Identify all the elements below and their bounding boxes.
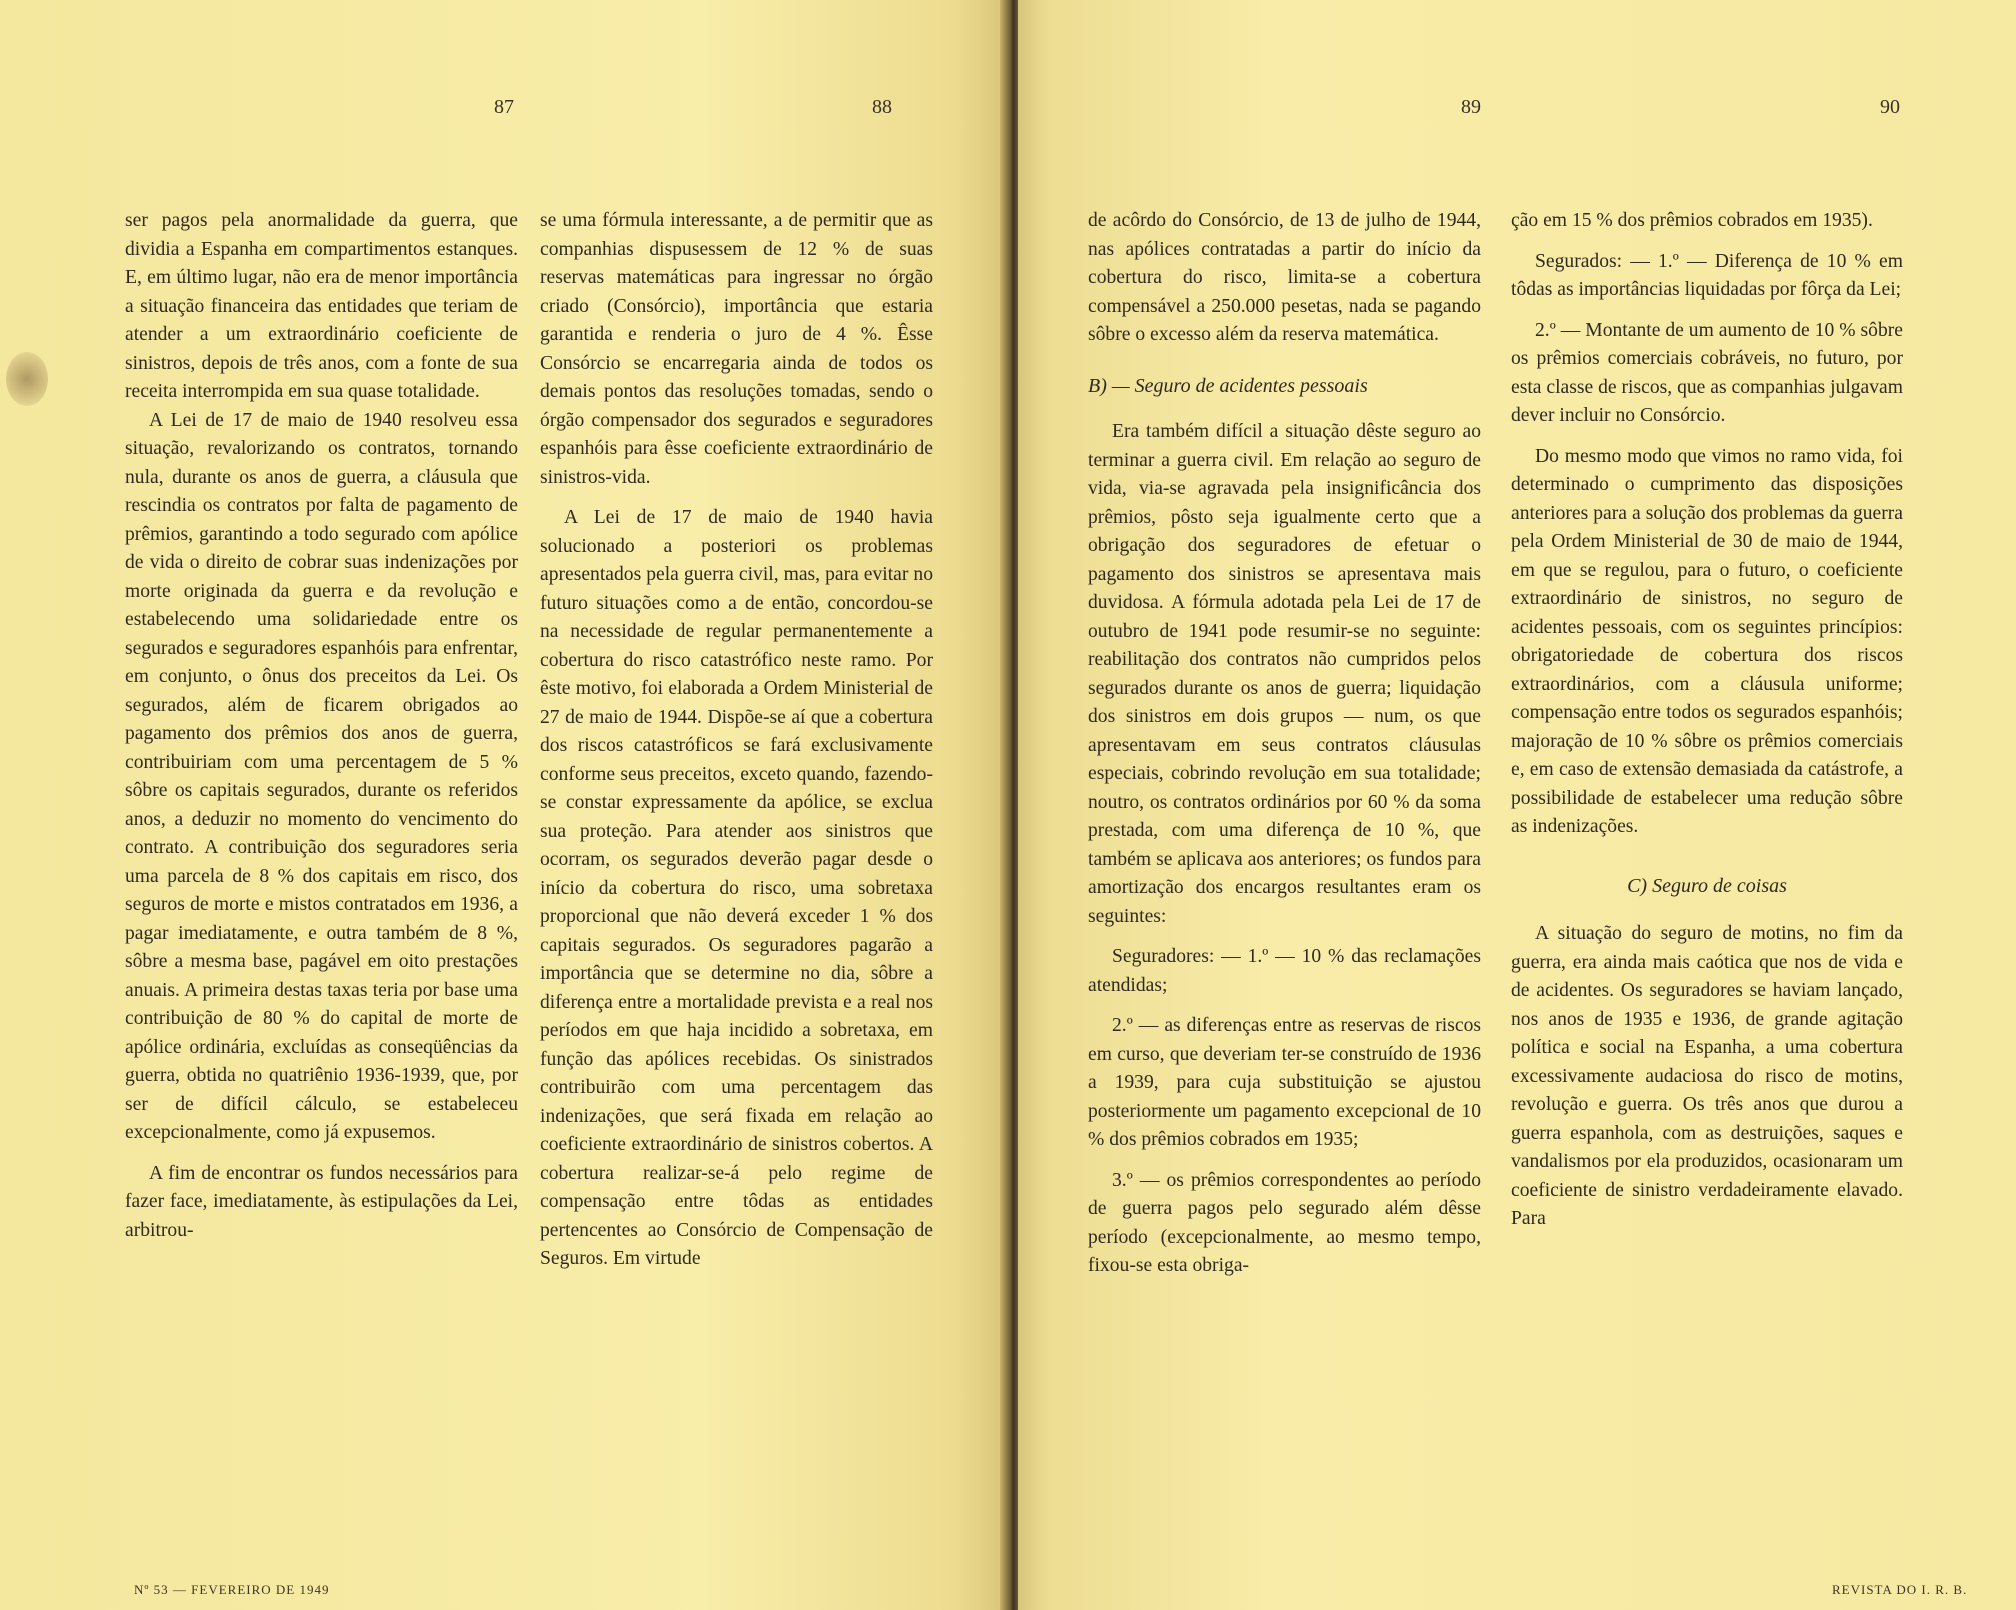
column-page-89 — [1088, 207, 1481, 1281]
paragraph: de acôrdo do Consórcio, de 13 de julho de 1944, nas apólices contratadas a partir do início da cobertura do risco, limita-se a cobertura compensável a 250.000 pesetas, nada se pagando sôbre o excesso além da reserva matemática. — [1088, 210, 1481, 345]
paragraph: Segurados: — 1.º — Diferença de 10 % em tôdas as importâncias liquidadas por fôrça da Lei; — [1511, 250, 1903, 300]
paragraph: 2.º — as diferenças entre as reservas de riscos em curso, que deveriam ter-se construído de 1936 a 1939, para cuja substituição se ajustou posteriormente um pagamento excepcional de 10 % dos prêmios cobrados em 1935; — [1088, 1015, 1481, 1150]
paragraph: 3.º — os prêmios correspondentes ao período de guerra pagos pelo segurado além dêsse período (excepcionalmente, ao mesmo tempo, fixou-se esta obriga- — [1088, 1169, 1481, 1276]
page-number-88: 88 — [872, 96, 892, 118]
paragraph: Era também difícil a situação dêste seguro ao terminar a guerra civil. Em relação ao seguro de vida, via-se agravada pela insignificância dos prêmios, pôsto seja igualmente certo que a obrigação dos seguradores de efetuar o pagamento dos sinistros se apresentava mais duvidosa. A fórmula adotada pela Lei de 17 de outubro de 1941 pode resumir-se no seguinte: reabilitação dos contratos não cumpridos pelos segurados durante os anos de guerra; liquidação dos sinistros em dois grupos — num, os que apresentavam em seus contratos cláusulas especiais, cobrindo revolução em sua totalidade; noutro, os contratos ordinários por 60 % da soma prestada, com uma diferença de 10 %, que também se aplicava aos anteriores; os fundos para amortização dos encargos resultantes eram os seguintes: — [1088, 421, 1481, 927]
right-sheet — [1018, 0, 2016, 1610]
column-page-90 — [1511, 207, 1903, 1234]
paragraph: A situação do seguro de motins, no fim da guerra, era ainda mais caótica que nos de vida e de acidentes. Os seguradores se haviam lançado, nos anos de 1935 e 1936, de grande agitação política e social na Espanha, a uma cobertura excessivamente audaciosa do risco de motins, revolução e guerra. Os três anos que durou a guerra espanhola, com as destruições, saques e vandalismos por ela produzidos, ocasionaram um coeficiente de sinistro verdadeiramente elavado. Para — [1511, 923, 1903, 1229]
section-heading: B) — Seguro de acidentes pessoais — [1088, 374, 1368, 397]
paragraph: 2.º — Montante de um aumento de 10 % sôbre os prêmios comerciais cobráveis, no futuro, por esta classe de riscos, que as companhias julgavam dever incluir no Consórcio. — [1511, 319, 1903, 426]
section-heading: C) Seguro de coisas — [1627, 874, 1787, 897]
page-number-89: 89 — [1461, 96, 1481, 118]
paper-stain — [6, 352, 48, 406]
footer-issue: Nº 53 — FEVEREIRO DE 1949 — [134, 1582, 330, 1597]
column-page-87 — [125, 207, 518, 1245]
paragraph: Do mesmo modo que vimos no ramo vida, foi determinado o cumprimento das disposições anteriores para a solução dos problemas da guerra pela Ordem Ministerial de 30 de maio de 1944, em que se regulou, para o futuro, o coeficiente extraordinário de sinistros, no seguro de acidentes pessoais, com os seguintes princípios: obrigatoriedade de cobertura dos riscos extraordinários, com a cláusula uniforme; compensação entre todos os segurados espanhóis; majoração de 10 % sôbre os prêmios comerciais e, em caso de extensão demasiada da catástrofe, a possibilidade de estabelecer uma redução sôbre as indenizações. — [1511, 445, 1903, 837]
paragraph: ser pagos pela anormalidade da guerra, que dividia a Espanha em compartimentos estanques. E, em último lugar, não era de menor importância a situação financeira das entidades que teriam de atender a um extraordinário coeficiente de sinistros, depois de três anos, com a fonte de sua receita interrompida em sua quase totalidade. — [125, 210, 518, 402]
paragraph: A fim de encontrar os fundos necessários para fazer face, imediatamente, às estipulações da Lei, arbitrou- — [125, 1162, 518, 1241]
left-sheet — [0, 0, 1006, 1610]
paragraph: ção em 15 % dos prêmios cobrados em 1935). — [1511, 210, 1873, 231]
paragraph: Seguradores: — 1.º — 10 % das reclamações atendidas; — [1088, 946, 1481, 996]
page-number-90: 90 — [1880, 96, 1900, 118]
page-number-87: 87 — [494, 96, 514, 118]
column-page-88 — [540, 207, 933, 1274]
paragraph: A Lei de 17 de maio de 1940 havia solucionado a posteriori os problemas apresentados pela guerra civil, mas, para evitar no futuro situações como a de então, concordou-se na necessidade de regular permanentemente a cobertura do risco catastrófico neste ramo. Por êste motivo, foi elaborada a Ordem Ministerial de 27 de maio de 1944. Dispõe-se aí que a cobertura dos riscos catastróficos se fará exclusivamente conforme seus preceitos, exceto quando, fazendo-se constar expressamente da apólice, se exclua sua proteção. Para atender aos sinistros que ocorram, os segurados deverão pagar desde o início da cobertura do risco, uma sobretaxa proporcional que não deverá exceder 1 % dos capitais segurados. Os seguradores pagarão a importância que se determine no dia, sôbre a diferença entre a mortalidade prevista e a real nos períodos em que haja incidido a sobretaxa, em função das apólices recebidas. Os sinistrados contribuirão com uma percentagem das indenizações, que será fixada em relação ao coeficiente extraordinário de sinistros cobertos. A cobertura realizar-se-á pelo regime de compensação entre tôdas as entidades pertencentes ao Consórcio de Compensação de Seguros. Em virtude — [540, 507, 933, 1269]
paragraph: A Lei de 17 de maio de 1940 resolveu essa situação, revalorizando os contratos, tornando nula, durante os anos de guerra, a cláusula que rescindia os contratos por falta de pagamento de prêmios, garantindo a todo segurado com apólice de vida o direito de cobrar suas indenizações por morte originada da guerra e da revolução e estabelecendo uma solidariedade entre os segurados e seguradores espanhóis para enfrentar, em conjunto, o ônus dos preceitos da Lei. Os segurados, além de ficarem obrigados ao pagamento dos prêmios dos anos de guerra, contribuiriam com uma percentagem de 5 % sôbre os capitais segurados, durante os referidos anos, a deduzir no momento do vencimento do contrato. A contribuição dos seguradores seria uma parcela de 8 % dos capitais em risco, dos seguros de morte e mistos contratados em 1936, a pagar imediatamente, e outra também de 8 %, sôbre a mesma base, pagável em oito prestações anuais. A primeira destas taxas teria por base uma contribuição de 80 % do capital de morte de apólice ordinária, excluídas as conseqüências da guerra, obtida no quatriênio 1936-1939, que, por ser de difícil cálculo, se estabeleceu excepcionalmente, como já expusemos. — [125, 409, 518, 1143]
footer-journal: REVISTA DO I. R. B. — [1832, 1582, 1968, 1597]
paragraph: se uma fórmula interessante, a de permitir que as companhias dispusessem de 12 % de suas reservas matemáticas para ingressar no órgão criado (Consórcio), importância que estaria garantida e renderia o juro de 4 %. Êsse Consórcio se encarregaria ainda de todos os demais pontos das resoluções tomadas, sendo o órgão compensador dos segurados e seguradores espanhóis para êsse coeficiente extraordinário de sinistros-vida. — [540, 210, 933, 488]
